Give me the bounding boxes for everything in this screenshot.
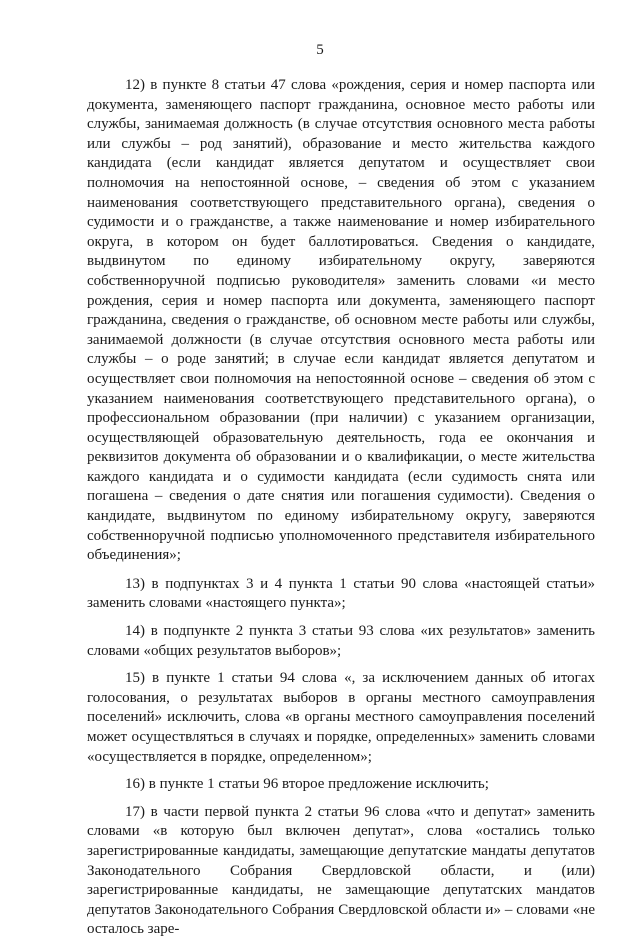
paragraph-item-16: 16) в пункте 1 статьи 96 второе предложение исключить; bbox=[125, 776, 489, 793]
paragraph-item-15: 15) в пункте 1 статьи 94 слова «, за исключением данных об итогах голосования, о результатах выборов в органы местного самоуправления поселений» исключить, слова «в органы местного самоуправления поселений может осуществляться в случаях и порядке, определенных» заменить словами «осуществляется в порядке, определенном»; bbox=[87, 670, 595, 765]
paragraph-item-14: 14) в подпункте 2 пункта 3 статьи 93 слова «их результатов» заменить словами «общих результатов выборов»; bbox=[87, 623, 595, 659]
paragraph-item-12: 12) в пункте 8 статьи 47 слова «рождения, серия и номер паспорта или документа, заменяющего паспорт гражданина, основное место работы или службы, занимаемая должность (в случае отсутствия основного места работы или службы – род занятий), образование и место жительства каждого кандидата (если кандидат является депутатом и осуществляет свои полномочия на непостоянной основе, – сведения об этом с указанием наименования соответствующего представительного органа), сведения о судимости и о гражданстве, а также наименование и номер избирательного округа, в котором он будет баллотироваться. Сведения о кандидате, выдвинутом по единому избирательному округу, заверяются собственноручной подписью руководителя» заменить словами «и место рождения, серия и номер паспорта или документа, заменяющего паспорт гражданина, сведения о гражданстве, об основном месте работы или службы, занимаемой должности (в случае отсутствия основного места работы или службы – о роде занятий; в случае если кандидат является депутатом и осуществляет свои полномочия на непостоянной основе – сведения об этом с указанием наименования соответствующего представительного органа), о профессиональном образовании (при наличии) с указанием организации, осуществляющей образовательную деятельность, года ее окончания и реквизитов документа об образовании и о квалификации, о месте жительства каждого кандидата и о судимости кандидата (если судимость снята или погашена – сведения о дате снятия или погашения судимости). Сведения о кандидате, выдвинутом по единому избирательному округу, заверяются собственноручной подписью уполномоченного представителя избирательного объединения»; bbox=[87, 77, 595, 564]
document-body bbox=[87, 76, 595, 948]
page-number: 5 bbox=[316, 42, 324, 58]
paragraph-item-13: 13) в подпунктах 3 и 4 пункта 1 статьи 90 слова «настоящей статьи» заменить словами «настоящего пункта»; bbox=[87, 575, 595, 612]
paragraph-item-17: 17) в части первой пункта 2 статьи 96 слова «что и депутат» заменить словами «в которую был включен депутат», слова «остались только зарегистрированные кандидаты, замещающие депутатские мандаты депутатов Законодательного Собрания Свердловской области, и (или) зарегистрированные кандидаты, не замещающие депутатских мандатов депутатов Законодательного Собрания Свердловской области и» – словами «не осталось заре- bbox=[87, 803, 595, 938]
